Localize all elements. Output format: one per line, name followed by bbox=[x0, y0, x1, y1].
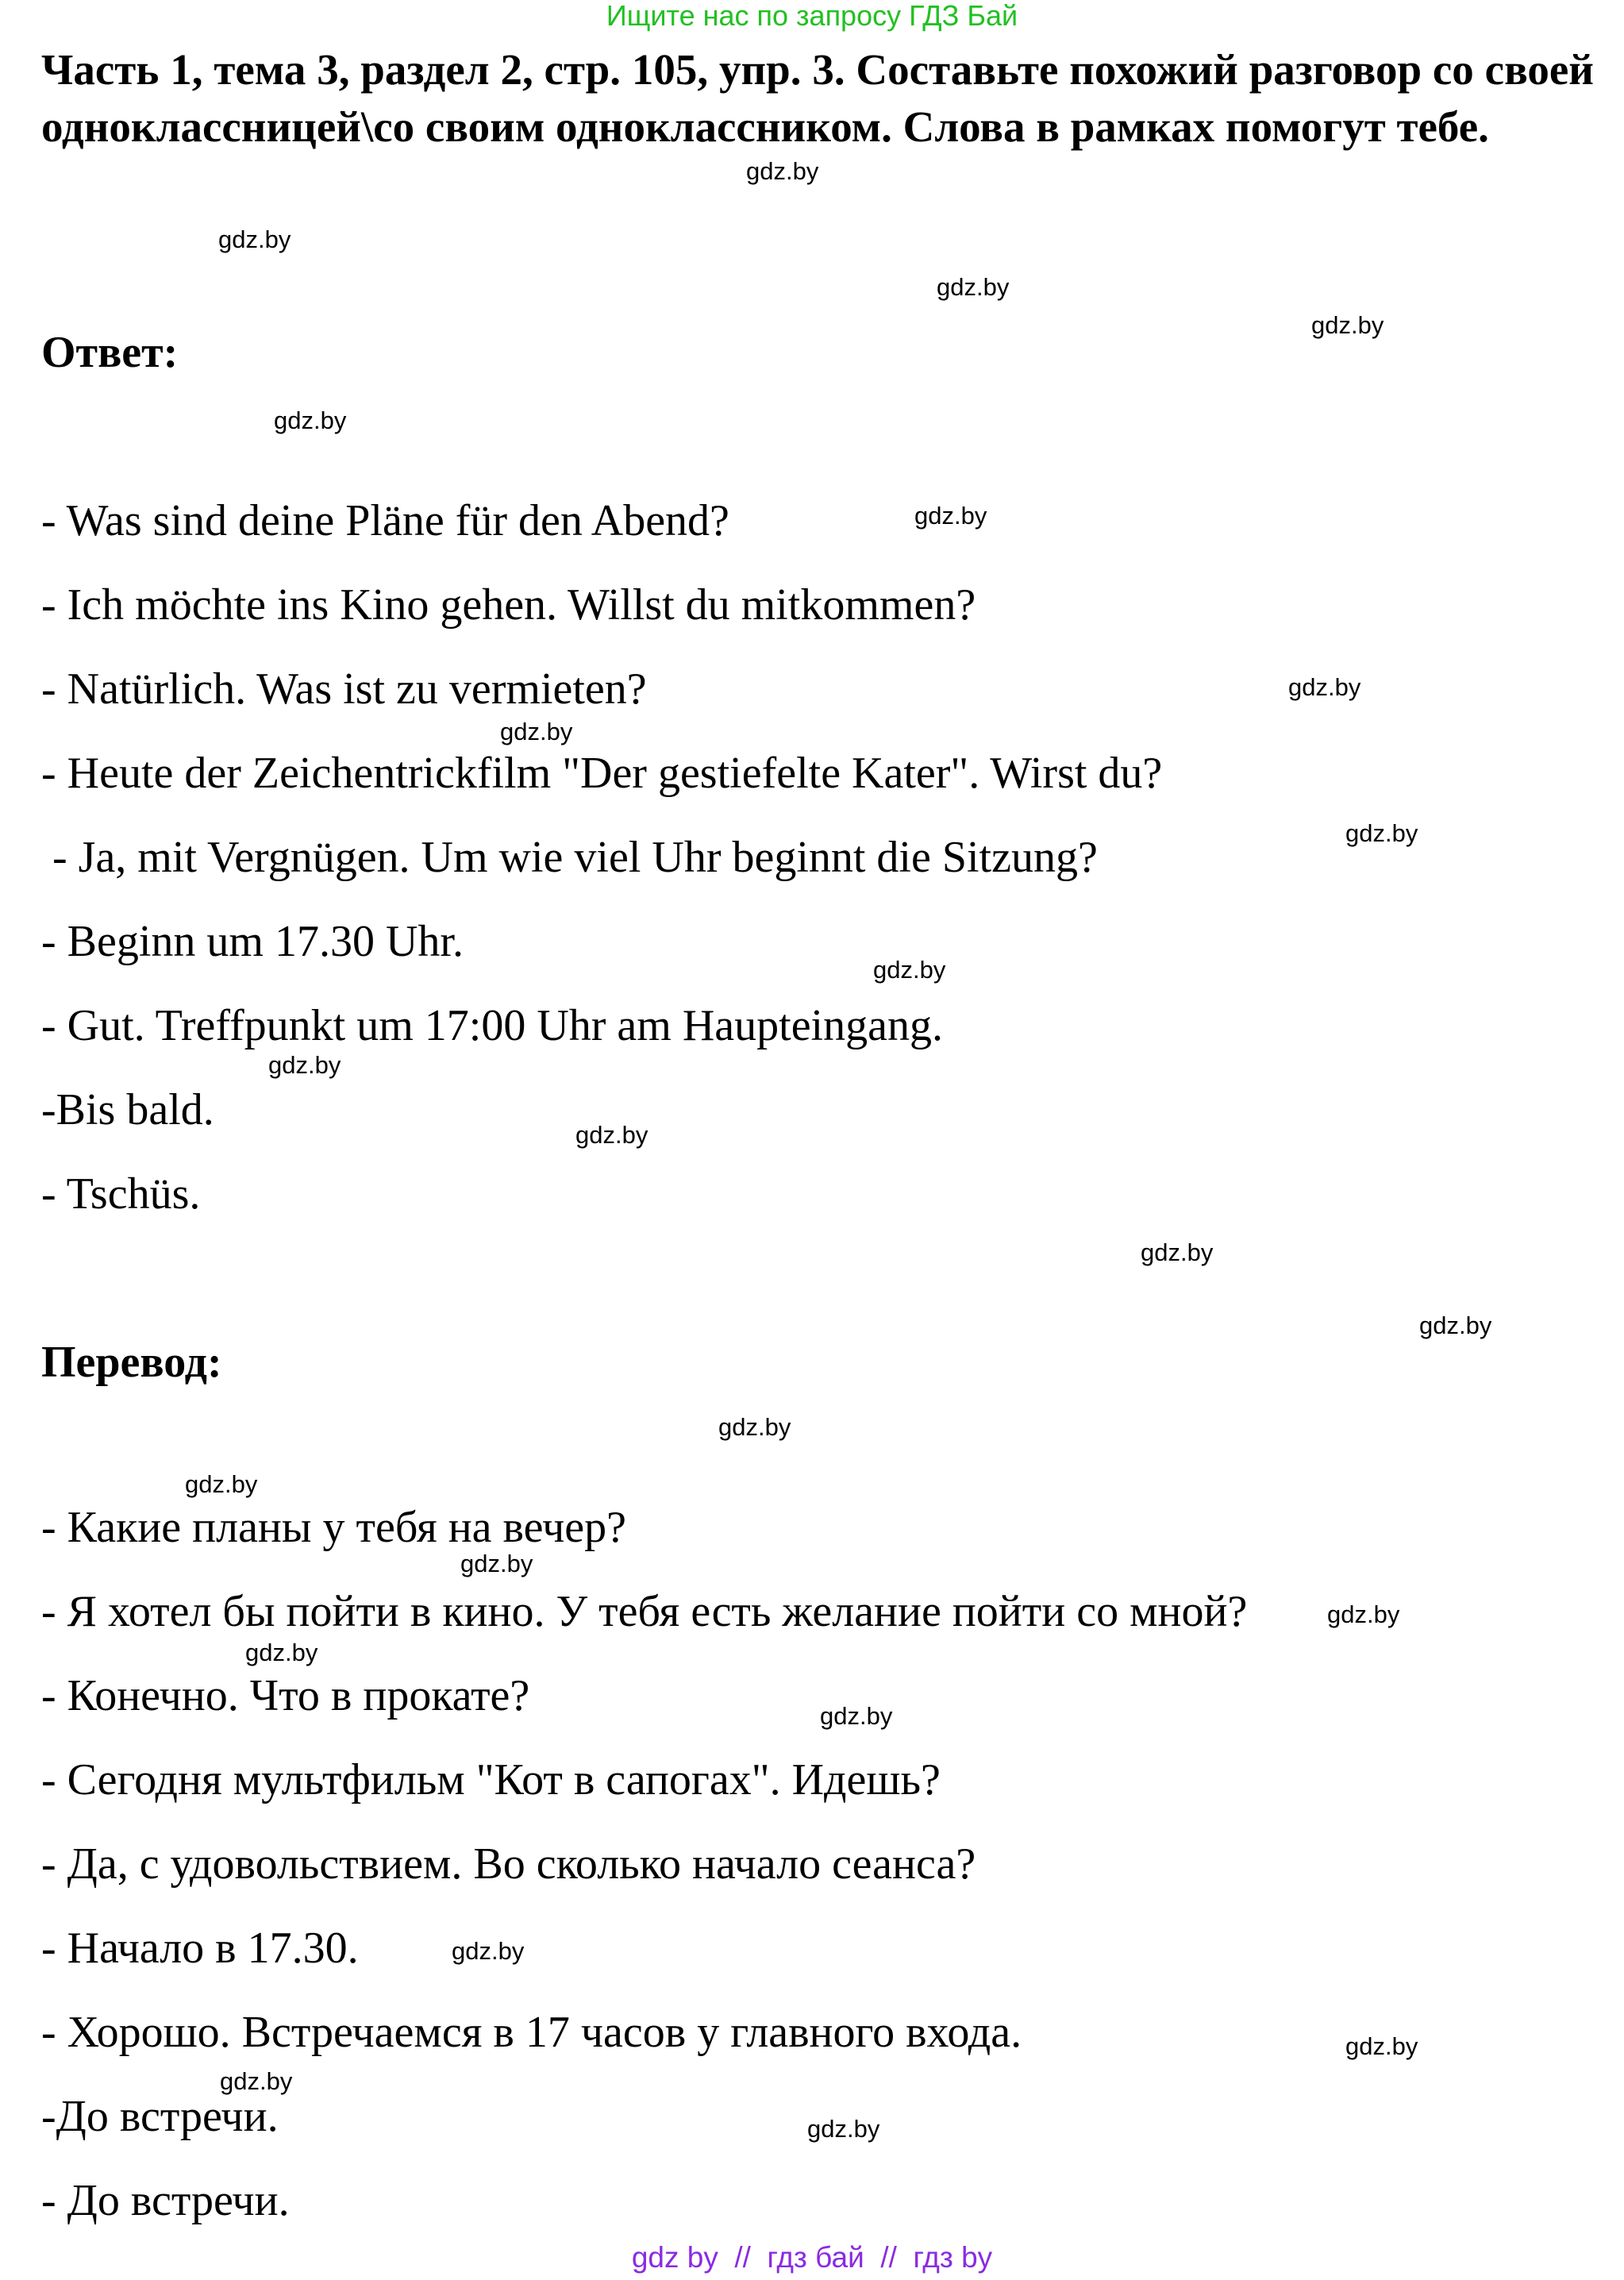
translation-title: Перевод: bbox=[41, 1338, 222, 1387]
answer-line: - Heute der Zeichentrickfilm "Der gestiefelte Kater". Wirst du? bbox=[41, 749, 1163, 798]
translation-line: -До встречи. bbox=[41, 2092, 279, 2141]
watermark: gdz.by bbox=[873, 956, 946, 984]
watermark: gdz.by bbox=[1345, 2032, 1418, 2060]
answer-line: - Tschüs. bbox=[41, 1169, 201, 1219]
answer-title: Ответ: bbox=[41, 328, 179, 377]
watermark: gdz.by bbox=[268, 1051, 341, 1079]
watermark: gdz.by bbox=[220, 2067, 293, 2095]
translation-line: - Да, с удовольствием. Во сколько начало сеанса? bbox=[41, 1839, 976, 1889]
answer-line: - Gut. Treffpunkt um 17:00 Uhr am Haupteingang. bbox=[41, 1001, 943, 1050]
watermark: gdz.by bbox=[1288, 673, 1361, 701]
answer-line: - Was sind deine Pläne für den Abend? bbox=[41, 496, 729, 545]
answer-line: - Natürlich. Was ist zu vermieten? bbox=[41, 664, 647, 714]
watermark: gdz.by bbox=[1327, 1600, 1400, 1628]
watermark: gdz.by bbox=[500, 718, 573, 745]
watermark: gdz.by bbox=[1345, 819, 1418, 847]
translation-line: - Начало в 17.30. bbox=[41, 1924, 359, 1973]
translation-line: - Какие планы у тебя на вечер? bbox=[41, 1503, 626, 1552]
answer-line: - Beginn um 17.30 Uhr. bbox=[41, 917, 464, 966]
top-banner: Ищите нас по запросу ГДЗ Бай bbox=[606, 0, 1018, 32]
watermark: gdz.by bbox=[718, 1413, 791, 1441]
translation-line: - Хорошо. Встречаемся в 17 часов у главного входа. bbox=[41, 2008, 1022, 2057]
translation-line: - Сегодня мультфильм "Кот в сапогах". Идешь? bbox=[41, 1755, 941, 1804]
watermark: gdz.by bbox=[807, 2115, 880, 2143]
translation-line: - До встречи. bbox=[41, 2176, 290, 2225]
watermark: gdz.by bbox=[914, 502, 987, 530]
watermark: gdz.by bbox=[1141, 1238, 1214, 1266]
answer-line: - Ich möchte ins Kino gehen. Willst du mitkommen? bbox=[41, 580, 976, 630]
watermark: gdz.by bbox=[245, 1639, 318, 1666]
answer-line: - Ja, mit Vergnügen. Um wie viel Uhr beginnt die Sitzung? bbox=[41, 833, 1098, 882]
watermark: gdz.by bbox=[185, 1470, 258, 1498]
footer-links: gdz by // гдз бай // гдз by bbox=[631, 2241, 993, 2274]
translation-line: - Конечно. Что в прокате? bbox=[41, 1671, 530, 1720]
watermark: gdz.by bbox=[1419, 1311, 1492, 1339]
watermark: gdz.by bbox=[218, 225, 291, 253]
translation-line: - Я хотел бы пойти в кино. У тебя есть желание пойти со мной? bbox=[41, 1587, 1248, 1636]
watermark: gdz.by bbox=[1311, 311, 1384, 339]
watermark: gdz.by bbox=[274, 406, 347, 434]
watermark: gdz.by bbox=[452, 1937, 525, 1965]
watermark: gdz.by bbox=[460, 1550, 533, 1577]
exercise-heading: Часть 1, тема 3, раздел 2, стр. 105, упр. 3. Составьте похожий разговор со своей одноклассницей\со своим одноклассником. Слова в рамках помогут тебе. bbox=[41, 45, 1594, 151]
watermark: gdz.by bbox=[575, 1121, 648, 1149]
watermark: gdz.by bbox=[820, 1702, 893, 1730]
watermark: gdz.by bbox=[746, 157, 819, 185]
watermark: gdz.by bbox=[937, 273, 1010, 301]
answer-line: -Bis bald. bbox=[41, 1085, 214, 1134]
